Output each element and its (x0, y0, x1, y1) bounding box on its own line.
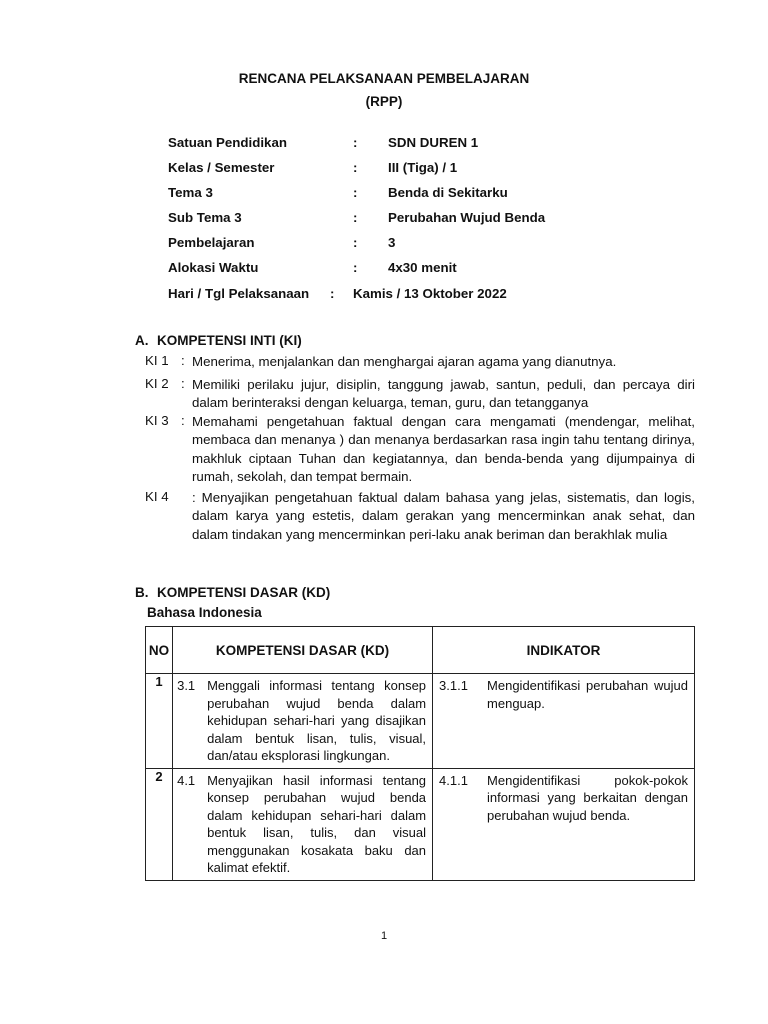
page-number: 1 (380, 930, 388, 942)
identity-label: Kelas / Semester (168, 160, 275, 175)
kd-table (145, 626, 695, 881)
header-no: NO (146, 627, 173, 674)
document-subtitle: (RPP) (365, 94, 403, 109)
row-number: 1 (146, 674, 173, 769)
ki-code: KI 4 (145, 489, 169, 504)
identity-label: Hari / Tgl Pelaksanaan (168, 286, 310, 301)
indikator-number: 3.1.1 (439, 678, 468, 693)
identity-colon: : (353, 260, 358, 275)
kd-number: 3.1 (177, 678, 196, 693)
ki-code: KI 3 (145, 413, 169, 428)
ki-colon: : (181, 376, 185, 391)
ki-text: : Menyajikan pengetahuan faktual dalam bahasa yang jelas, sistematis, dan logis, dalam karya yang estetis, dalam gerakan yang mencerminkan anak sehat, dan dalam tindakan yang mencerminkan peri-laku anak beriman dan berakhlak mulia (192, 490, 695, 542)
identity-value: Kamis / 13 Oktober 2022 (353, 286, 507, 301)
section-a-heading (135, 333, 302, 348)
identity-label: Satuan Pendidikan (168, 135, 287, 150)
identity-colon: : (353, 135, 358, 150)
identity-colon: : (353, 210, 358, 225)
section-letter: A. (135, 333, 149, 348)
identity-row-pembelajaran (168, 235, 728, 253)
section-title: KOMPETENSI DASAR (KD) (157, 585, 331, 600)
ki-colon: : (181, 353, 185, 368)
identity-row-tema (168, 185, 728, 203)
identity-value: III (Tiga) / 1 (388, 160, 458, 175)
ki-colon: : (181, 413, 185, 428)
row-number: 2 (146, 768, 173, 880)
header-kd: KOMPETENSI DASAR (KD) (173, 627, 433, 674)
identity-row-subtema (168, 210, 728, 228)
identity-label: Sub Tema 3 (168, 210, 242, 225)
table-row (146, 674, 695, 769)
identity-value: 3 (388, 235, 396, 250)
kd-cell (173, 768, 433, 880)
indikator-number: 4.1.1 (439, 772, 468, 788)
ki-text: Memahami pengetahuan faktual dengan cara mengamati (mendengar, melihat, membaca dan menanya ) dan menanya berdasarkan rasa ingin tahu tentang dirinya, makhluk ciptaan Tuhan dan kegiatannya, dan benda-benda yang dijumpainya di rumah, sekolah, dan tempat bermain. (192, 414, 695, 484)
section-title: KOMPETENSI INTI (KI) (157, 333, 302, 348)
identity-value: SDN DUREN 1 (388, 135, 479, 150)
subject-heading: Bahasa Indonesia (147, 605, 262, 620)
ki-text: Menerima, menjalankan dan menghargai ajaran agama yang dianutnya. (192, 354, 617, 369)
kd-number: 4.1 (177, 772, 196, 788)
identity-row-alokasi (168, 260, 728, 278)
identity-label: Tema 3 (168, 185, 213, 200)
identity-value: 4x30 menit (388, 260, 457, 275)
indikator-text: Mengidentifikasi perubahan wujud menguap. (487, 678, 688, 711)
kd-text: Menggali informasi tentang konsep perubahan wujud benda dalam kehidupan sehari-hari yang disajikan dalam bentuk lisan, tulis, visual, dan/atau eksplorasi lingkungan. (207, 678, 427, 763)
identity-value: Perubahan Wujud Benda (388, 210, 546, 225)
ki-code: KI 1 (145, 353, 169, 368)
indikator-cell (433, 768, 695, 880)
ki-code: KI 2 (145, 376, 169, 391)
table-header-row (146, 627, 695, 674)
identity-label: Pembelajaran (168, 235, 255, 250)
identity-row-hari (168, 286, 728, 304)
identity-colon: : (330, 286, 335, 301)
indikator-cell (433, 674, 695, 769)
table-row (146, 768, 695, 880)
ki-text: Memiliki perilaku jujur, disiplin, tanggung jawab, santun, peduli, dan percaya diri dalam berinteraksi dengan keluarga, teman, guru, dan tetangganya (192, 377, 695, 411)
kd-cell (173, 674, 433, 769)
document-title: RENCANA PELAKSANAAN PEMBELAJARAN (238, 71, 530, 86)
kd-text: Menyajikan hasil informasi tentang konsep perubahan wujud benda dalam kehidupan sehari-hari dalam bentuk lisan, tulis, dan visual menggunakan kosakata baku dan kalimat efektif. (207, 772, 427, 875)
identity-value: Benda di Sekitarku (388, 185, 508, 200)
identity-row-kelas (168, 160, 728, 178)
section-letter: B. (135, 585, 149, 600)
identity-label: Alokasi Waktu (168, 260, 259, 275)
identity-row-satuan (168, 135, 728, 153)
section-b-heading (135, 585, 330, 600)
indikator-text: Mengidentifikasi pokok-pokok informasi yang berkaitan dengan perubahan wujud benda. (487, 772, 688, 823)
identity-colon: : (353, 235, 358, 250)
header-indikator: INDIKATOR (433, 627, 695, 674)
identity-colon: : (353, 185, 358, 200)
identity-colon: : (353, 160, 358, 175)
